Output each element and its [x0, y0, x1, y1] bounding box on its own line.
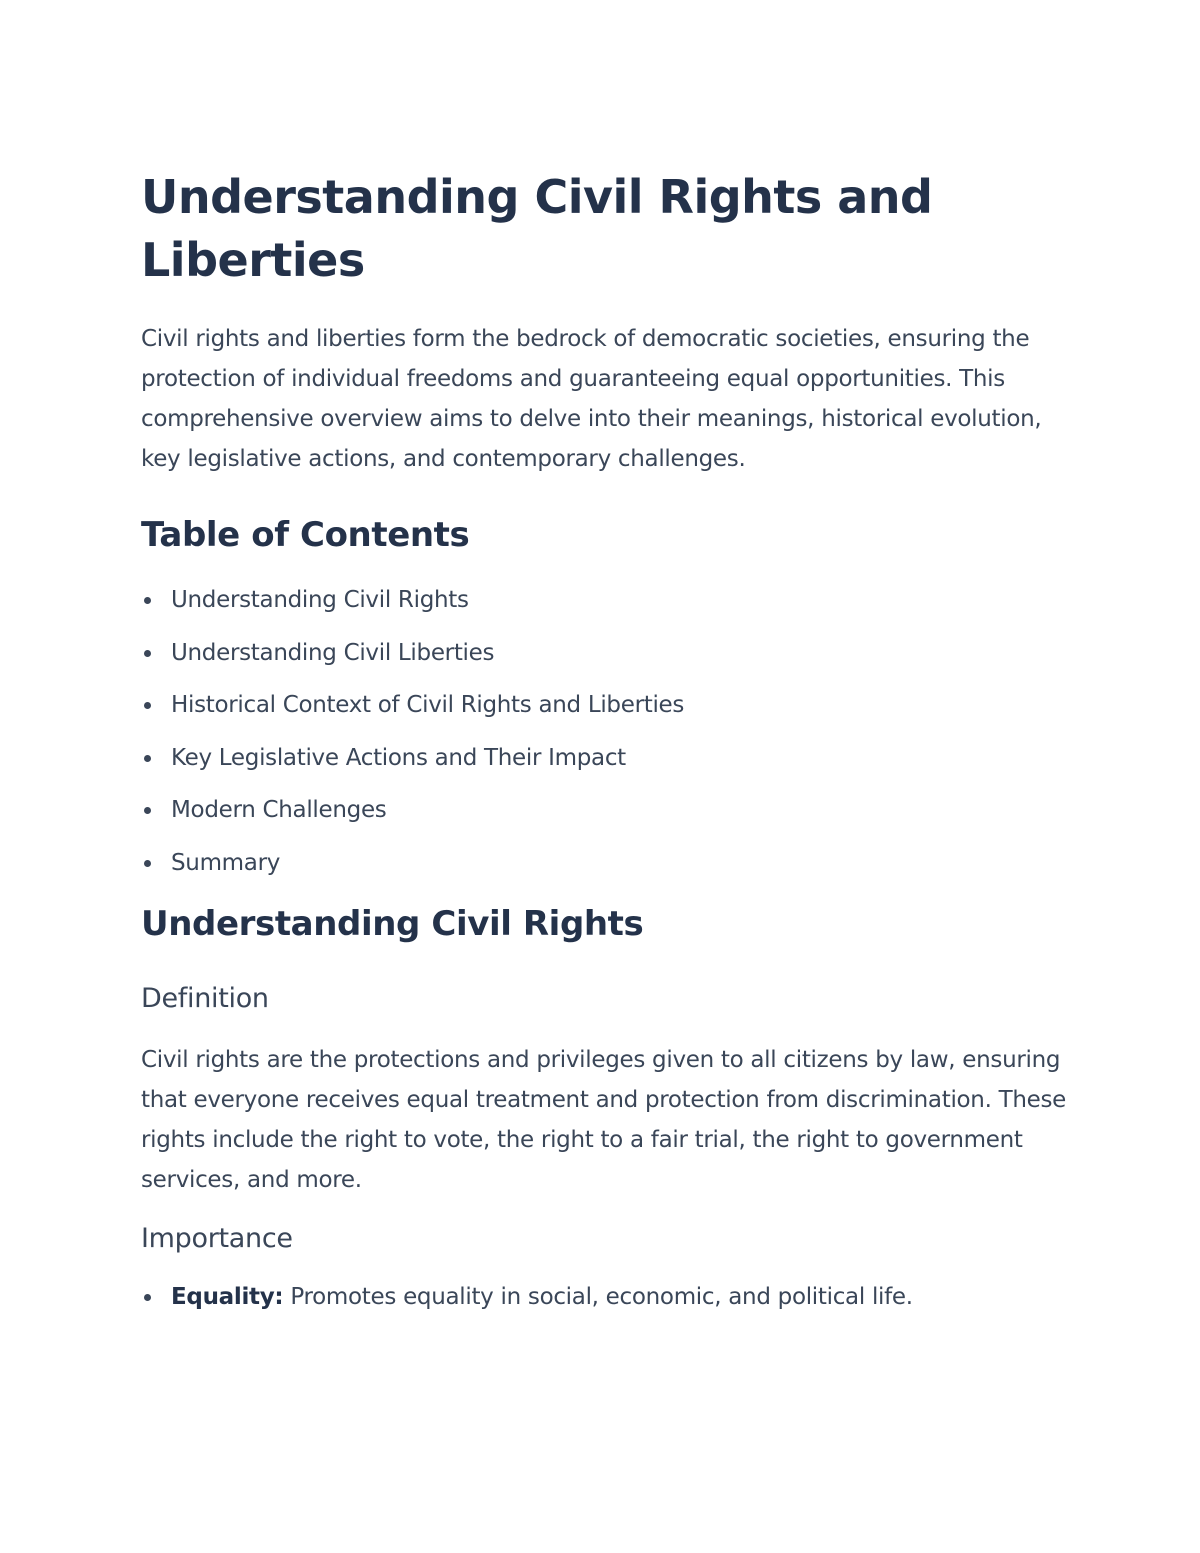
importance-heading: Importance [141, 1222, 293, 1254]
bullet-icon [144, 650, 151, 657]
toc-item-label: Key Legislative Actions and Their Impact [171, 744, 626, 771]
toc-item-label: Understanding Civil Rights [171, 587, 469, 613]
toc-item[interactable] [141, 846, 1071, 880]
toc-item-label: Historical Context of Civil Rights and Liberties [171, 692, 685, 719]
toc-item[interactable] [141, 583, 1071, 617]
bullet-icon [144, 807, 151, 814]
toc-item[interactable] [141, 636, 1071, 670]
importance-term: Equality: [171, 1283, 284, 1310]
toc-list [141, 583, 1071, 880]
list-item [141, 1280, 1071, 1314]
intro-paragraph: Civil rights and liberties form the bedrock of democratic societies, ensuring the protection of individual freedoms and guaranteeing equal opportunities. This comprehensive overview aims to delve into their meanings, historical evolution, key legislative actions, and contemporary challenges. [141, 326, 1042, 472]
importance-text: Promotes equality in social, economic, and political life. [283, 1283, 913, 1310]
toc-item-label: Understanding Civil Liberties [171, 639, 495, 666]
toc-heading: Table of Contents [141, 515, 470, 555]
toc-item-label: Summary [171, 849, 281, 876]
definition-paragraph: Civil rights are the protections and privileges given to all citizens by law, ensuring that everyone receives equal treatment and protection from discrimination. These rights include the right to vote, the right to a fair trial, the right to government services, and more. [141, 1046, 1067, 1193]
bullet-icon [144, 1294, 151, 1301]
toc-item[interactable] [141, 741, 1071, 775]
document-title: Understanding Civil Rights and Liberties [141, 170, 933, 287]
bullet-icon [144, 597, 151, 604]
definition-heading: Definition [141, 982, 269, 1014]
bullet-icon [144, 755, 151, 762]
document-page [141, 166, 1071, 1314]
bullet-icon [144, 860, 151, 867]
section-heading-civil-rights: Understanding Civil Rights [141, 903, 644, 944]
toc-item[interactable] [141, 688, 1071, 722]
bullet-icon [144, 702, 151, 709]
toc-item[interactable] [141, 793, 1071, 827]
importance-list [141, 1280, 1071, 1314]
toc-item-label: Modern Challenges [171, 797, 387, 824]
